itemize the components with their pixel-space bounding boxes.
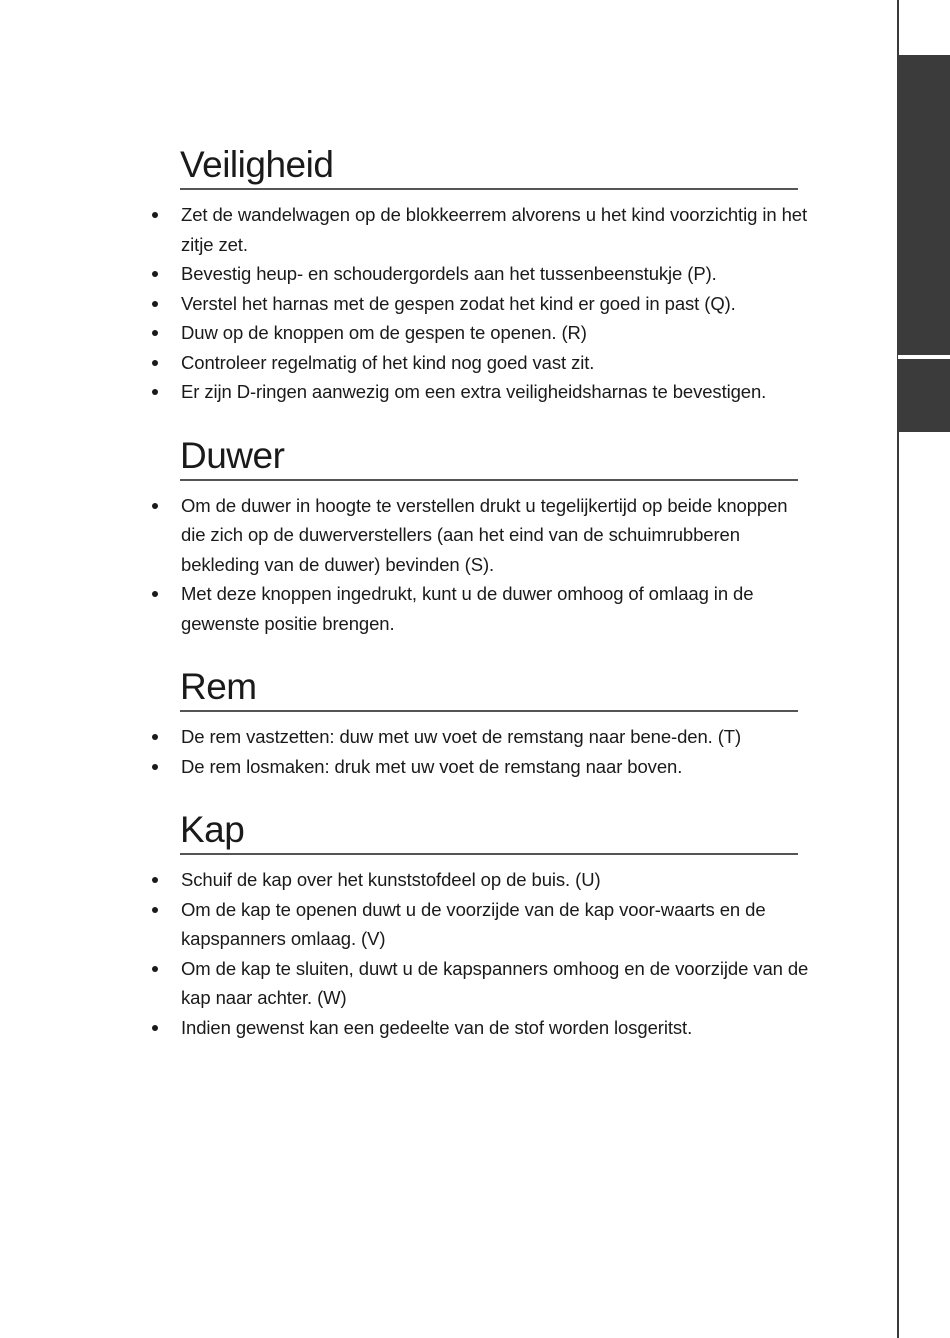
list-item: Met deze knoppen ingedrukt, kunt u de duwer omhoog of omlaag in de gewenste positie brengen. (150, 579, 810, 638)
section-kap (150, 807, 810, 1042)
list-item: Er zijn D-ringen aanwezig om een extra veiligheidsharnas te bevestigen. (150, 377, 810, 407)
bullet-list (150, 722, 810, 781)
list-item: Bevestig heup- en schoudergordels aan het tussenbeenstukje (P). (150, 259, 810, 289)
list-item: Schuif de kap over het kunststofdeel op de buis. (U) (150, 865, 810, 895)
bullet-list (150, 491, 810, 639)
list-item: Duw op de knoppen om de gespen te openen. (R) (150, 318, 810, 348)
section-rem (150, 664, 810, 781)
section-tab (898, 359, 950, 432)
list-item: Zet de wandelwagen op de blokkeerrem alvorens u het kind voorzichtig in het zitje zet. (150, 200, 810, 259)
list-item: Om de kap te openen duwt u de voorzijde van de kap voor-waarts en de kapspanners omlaag. (V) (150, 895, 810, 954)
bullet-list (150, 200, 810, 407)
section-heading: Rem (180, 664, 798, 712)
list-item: Controleer regelmatig of het kind nog goed vast zit. (150, 348, 810, 378)
bullet-list (150, 865, 810, 1042)
list-item: De rem losmaken: druk met uw voet de remstang naar boven. (150, 752, 810, 782)
section-veiligheid (150, 142, 810, 407)
list-item: Verstel het harnas met de gespen zodat het kind er goed in past (Q). (150, 289, 810, 319)
list-item: Indien gewenst kan een gedeelte van de stof worden losgeritst. (150, 1013, 810, 1043)
section-tab-active (898, 55, 950, 355)
section-heading: Duwer (180, 433, 798, 481)
section-heading: Veiligheid (180, 142, 798, 190)
list-item: Om de duwer in hoogte te verstellen drukt u tegelijkertijd op beide knoppen die zich op de duwerverstellers (aan het eind van de schuimrubberen bekleding van de duwer) bevinden (S). (150, 491, 810, 580)
section-duwer (150, 433, 810, 639)
list-item: De rem vastzetten: duw met uw voet de remstang naar bene-den. (T) (150, 722, 810, 752)
section-heading: Kap (180, 807, 798, 855)
list-item: Om de kap te sluiten, duwt u de kapspanners omhoog en de voorzijde van de kap naar achter. (W) (150, 954, 810, 1013)
document-body (150, 142, 810, 1068)
